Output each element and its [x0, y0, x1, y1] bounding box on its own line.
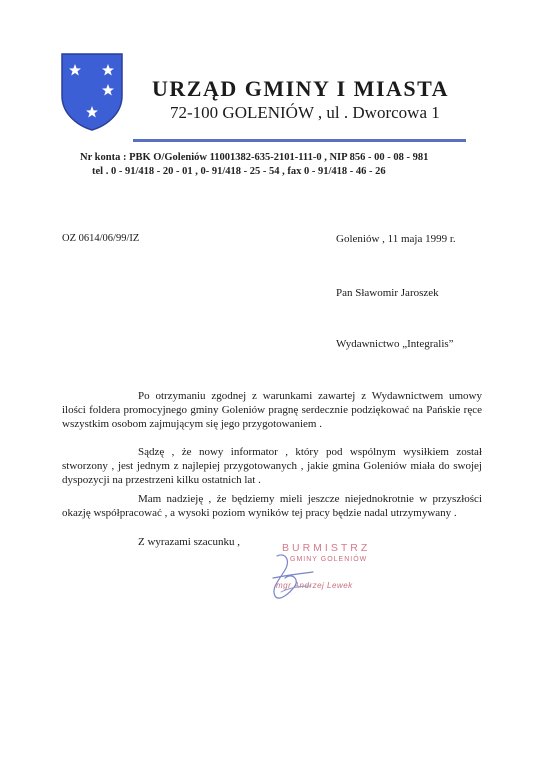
contact-phone-line: tel . 0 - 91/418 - 20 - 01 , 0- 91/418 - 25 - 54 , fax 0 - 91/418 - 46 - 26	[92, 166, 386, 177]
header-divider	[133, 139, 466, 142]
coat-of-arms-icon	[60, 52, 124, 132]
stamp-subtitle: GMINY GOLENIÓW	[290, 556, 368, 563]
recipient-company: Wydawnictwo „Integralis”	[336, 338, 454, 350]
body-paragraph: Po otrzymaniu zgodnej z warunkami zawartej z Wydawnictwem umowy ilości foldera promocyjnego gminy Goleniów pragnę serdecznie podziękować na Pańskie ręce wszystkim osobom zajmującym się jego przygotowaniem .	[62, 390, 482, 430]
body-paragraph: Mam nadzieję , że będziemy mieli jeszcze niejednokrotnie w przyszłości okazję współpracować , a wysoki poziom wyników tej pracy będzie nadal utrzymywany .	[62, 493, 482, 519]
signature-icon	[255, 548, 368, 608]
office-address: 72-100 GOLENIÓW , ul . Dworcowa 1	[170, 103, 440, 122]
closing-salutation: Z wyrazami szacunku ,	[138, 536, 241, 548]
bank-account-line: Nr konta : PBK O/Goleniów 11001382-635-2101-111-0 , NIP 856 - 00 - 08 - 981	[80, 152, 429, 163]
office-name: URZĄD GMINY I MIASTA	[152, 76, 450, 101]
addressee: Pan Sławomir Jaroszek	[336, 287, 439, 299]
body-paragraph: Sądzę , że nowy informator , który pod wspólnym wysiłkiem został stworzony , jest jednym z najlepiej przygotowanych , jakie gmina Goleniów miała do swojej dyspozycji na przestrzeni kilku ostatnich lat .	[62, 446, 482, 486]
stamp-title: BURMISTRZ	[282, 542, 371, 554]
stamp-name: mgr Andrzej Lewek	[276, 581, 353, 590]
letter-date: Goleniów , 11 maja 1999 r.	[336, 233, 456, 245]
reference-number: OZ 0614/06/99/IZ	[62, 233, 140, 244]
